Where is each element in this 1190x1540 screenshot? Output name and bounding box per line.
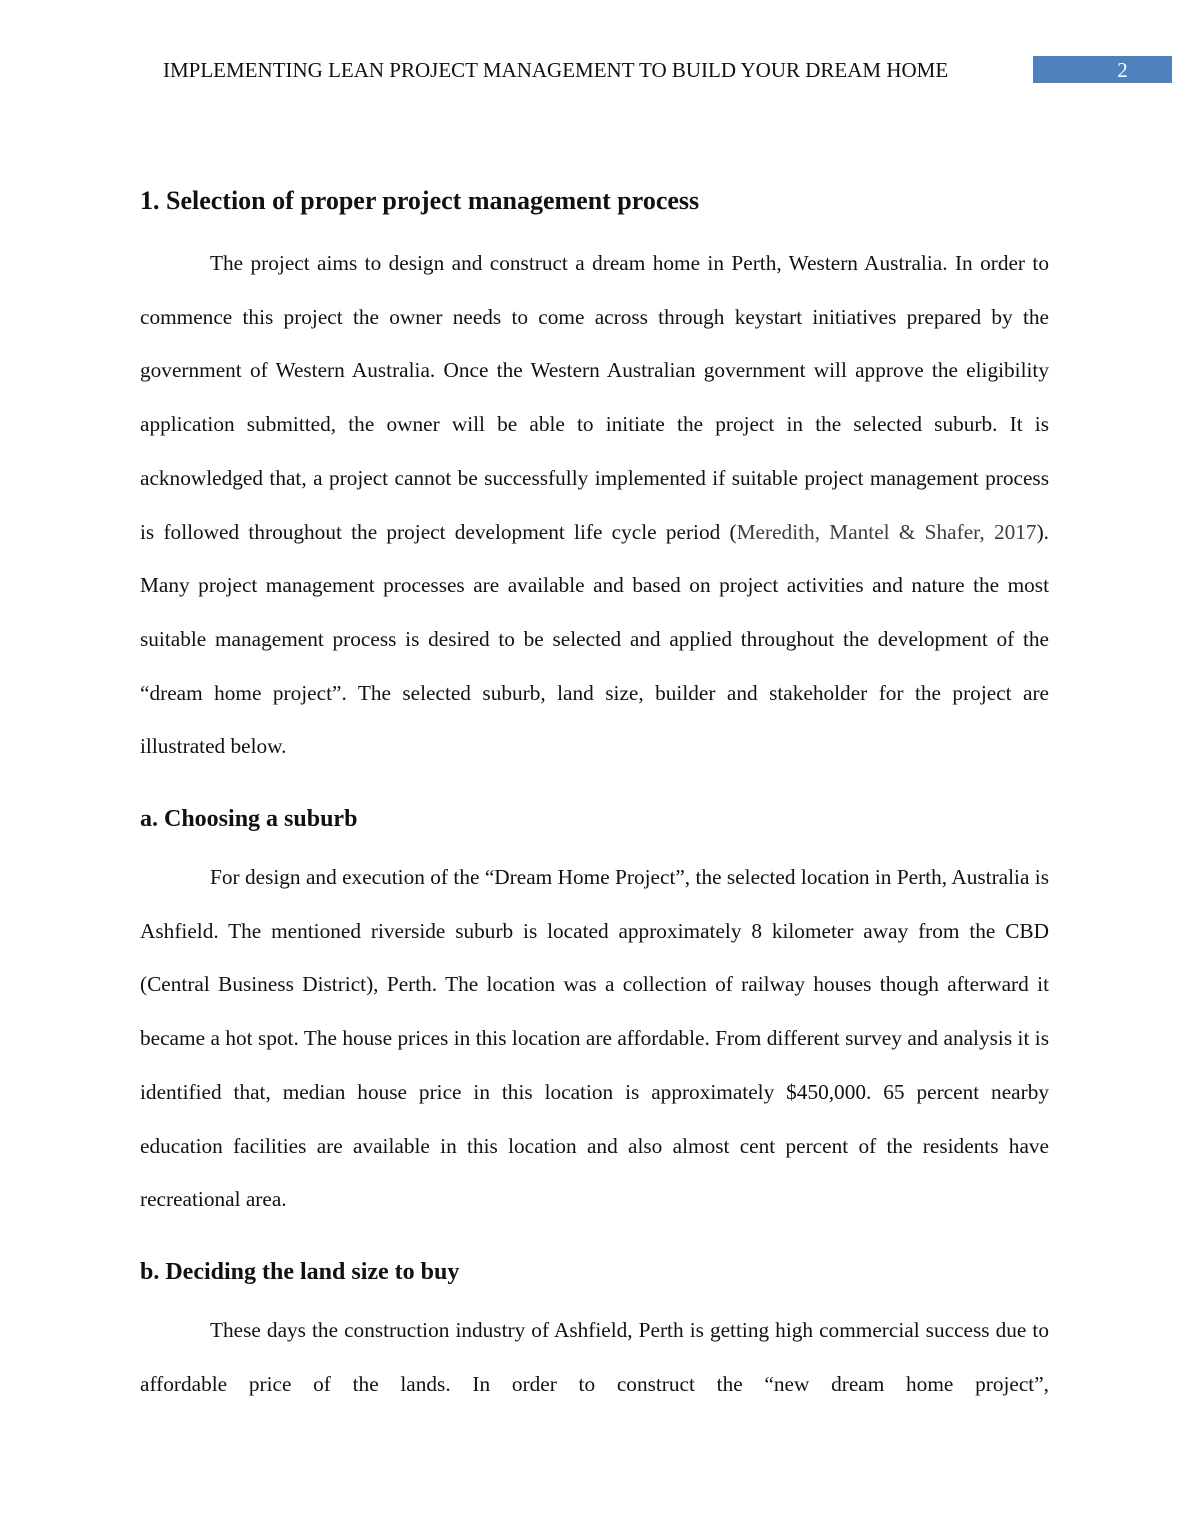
citation: Meredith, Mantel & Shafer, 2017 [736, 519, 1037, 544]
paragraph-text-continued: ). Many project management processes are available and based on project activities and nature the most suitable management process is desired to be selected and applied throughout the development of the “dream home project”. The selected suburb, land size, builder and stakeholder for the project are illustrated below. [140, 519, 1049, 759]
section-heading-1: 1. Selection of proper project management process [140, 186, 700, 215]
section-1-paragraph [140, 237, 1049, 774]
page-number-box [1033, 56, 1172, 83]
section-heading-a: a. Choosing a suburb [140, 806, 358, 832]
section-heading-b: b. Deciding the land size to buy [140, 1259, 460, 1285]
paragraph-text: The project aims to design and construct a dream home in Perth, Western Australia. In order to commence this project the owner needs to come across through keystart initiatives prepared by the government of Western Australia. Once the Western Australian government will approve the eligibility application submitted, the owner will be able to initiate the project in the selected suburb. It is acknowledged that, a project cannot be successfully implemented if suitable project management process is followed throughout the project development life cycle period ( [140, 251, 1049, 544]
running-head-title: IMPLEMENTING LEAN PROJECT MANAGEMENT TO BUILD YOUR DREAM HOME [163, 58, 949, 82]
page-number: 2 [1117, 58, 1128, 82]
section-b-paragraph: These days the construction industry of Ashfield, Perth is getting high commercial success due to affordable price of the lands. In order to construct the “new dream home project”, [140, 1318, 1049, 1396]
section-a-paragraph: For design and execution of the “Dream Home Project”, the selected location in Perth, Australia is Ashfield. The mentioned riverside suburb is located approximately 8 kilometer away from the CBD (Central Business District), Perth. The location was a collection of railway houses though afterward it became a hot spot. The house prices in this location are affordable. From different survey and analysis it is identified that, median house price in this location is approximately $450,000. 65 percent nearby education facilities are available in this location and also almost cent percent of the residents have recreational area. [140, 865, 1049, 1212]
page-header [0, 56, 1190, 84]
